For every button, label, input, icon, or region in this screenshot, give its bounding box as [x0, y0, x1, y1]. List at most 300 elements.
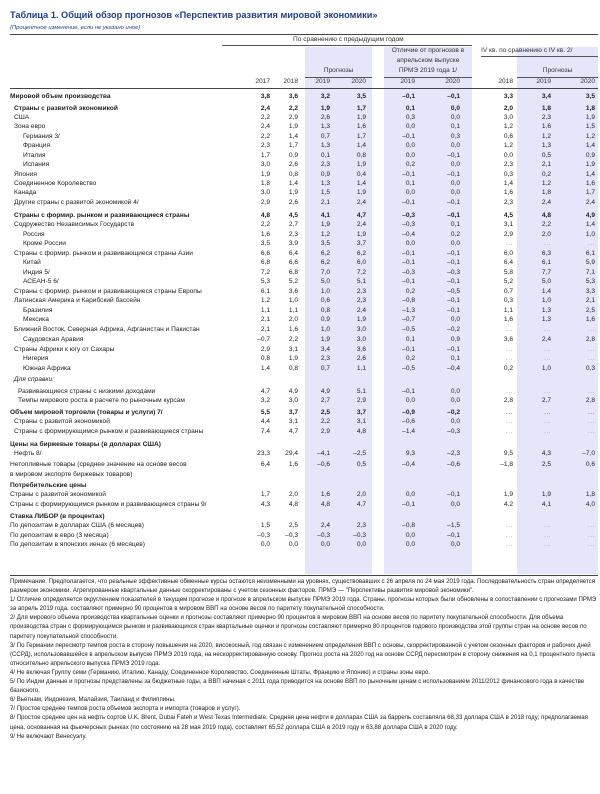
table-row	[10, 188, 598, 198]
table-row	[10, 239, 598, 249]
cell-value: 7,2	[356, 269, 366, 276]
cell-value: 6,1	[260, 288, 270, 295]
row-label: Ближний Восток, Северная Африка, Афганистан и Пакистан	[14, 326, 200, 333]
cell-value: 2,8	[585, 336, 595, 343]
cell-value: 2,9	[260, 346, 270, 353]
cell-value: 3,7	[356, 240, 366, 247]
cell-value: 2,4	[260, 123, 270, 130]
cell-value: 1,3	[541, 316, 551, 323]
cell-value: –0,6	[317, 461, 330, 468]
cell-value: 0,1	[405, 336, 415, 343]
footnote-3: 3/ По Германии пересмотр темпов роста в сторону повышения на 2020, високосный, год связан с изменением определения ВВП с основы, скорректированной с учетом сезонных факторов и рабочих дней (ССРД), использовавшейся в апрельском выпуске ПРМЭ 2019 года, на нескорректированную основу. Прогноз роста на 2020 год на основе ССРД пересмотрен в сторону снижения на 0,1 процентного пункта относительно апрельского выпуска ПРМЭ 2019 года.	[10, 641, 595, 667]
cell-value: 0,0	[450, 105, 460, 112]
cell-value: 3,2	[320, 93, 330, 100]
cell-value: ...	[544, 522, 551, 529]
cell-value: 0,0	[450, 189, 460, 196]
cell-value: 3,0	[288, 397, 298, 404]
cell-value: 1,9	[356, 189, 366, 196]
cell-value: –0,1	[447, 278, 460, 285]
row-label: Страны с формирующимся рынком и развивающиеся страны 9/	[10, 501, 207, 508]
cell-value: 3,1	[288, 418, 298, 425]
cell-value: 0,0	[450, 397, 460, 404]
cell-value: 1,1	[503, 307, 513, 314]
cell-value: 0,5	[356, 461, 366, 468]
row-label: Япония	[14, 171, 37, 178]
cell-value: 2,2	[260, 114, 270, 121]
cell-value: –0,1	[447, 199, 460, 206]
cell-value: 1,3	[320, 142, 330, 149]
cell-value: 1,7	[260, 491, 270, 498]
cell-value: 2,6	[288, 199, 298, 206]
footnote-8: 8/ Простое среднее цен на нефть сортов U.K. Brent, Dubai Fateh и West Texas Intermediate. Средняя цена нефти в долларах США за баррель составляла 68,33 доллара США в 2018 году; предполагаемая цена, основанная на фьючерсных рынках (по состоянию на 28 мая 2019 года), составляет 65,52 доллара США в 2019 году и 63,88 доллара США в 2020 году.	[10, 714, 588, 731]
cell-value: 4,4	[260, 418, 270, 425]
cell-value: 0,9	[585, 152, 595, 159]
cell-value: 0,0	[450, 142, 460, 149]
row-label: Развивающиеся страны с низкими доходами	[18, 388, 156, 395]
cell-value: 2,0	[288, 316, 298, 323]
cell-value: –0,8	[402, 297, 415, 304]
row-label: Страны с формир. рынком и развивающиеся страны Азии	[14, 250, 193, 257]
cell-value: 0,2	[405, 288, 415, 295]
cell-value: 0,0	[288, 541, 298, 548]
header-forecasts: Прогнозы	[323, 67, 354, 74]
cell-value: –0,1	[402, 501, 415, 508]
header-bottom-rule	[10, 88, 598, 89]
cell-value: 1,9	[585, 161, 595, 168]
cell-value: 1,9	[320, 105, 330, 112]
cell-value: 6,4	[260, 461, 270, 468]
cell-value: 0,3	[405, 114, 415, 121]
cell-value: ...	[544, 326, 551, 333]
cell-value: ...	[544, 388, 551, 395]
row-label: Нетопливные товары (среднее значение на основе весов	[10, 461, 187, 468]
cell-value: –0,5	[402, 365, 415, 372]
cell-value: 0,0	[405, 152, 415, 159]
cell-value: 4,8	[541, 212, 551, 219]
footnote-6: 6/ Вьетнам, Индонезия, Малайзия, Таиланд и Филиппины.	[10, 696, 176, 704]
cell-value: 1,4	[288, 133, 298, 140]
cell-value: 0,9	[288, 152, 298, 159]
cell-value: –0,5	[447, 288, 460, 295]
cell-value: 3,3	[585, 288, 595, 295]
cell-value: 2,9	[260, 199, 270, 206]
cell-value: 1,2	[541, 180, 551, 187]
cell-value: –0,3	[257, 532, 270, 539]
table-row	[10, 396, 598, 406]
cell-value: 3,1	[288, 346, 298, 353]
table-row	[10, 160, 598, 170]
cell-value: 1,0	[288, 297, 298, 304]
cell-value: 6,2	[320, 259, 330, 266]
cell-value: 0,5	[541, 152, 551, 159]
cell-value: 2,3	[320, 161, 330, 168]
cell-value: 5,2	[288, 278, 298, 285]
table-row	[10, 364, 598, 374]
row-label: Латинская Америка и Карибский бассейн	[14, 297, 141, 304]
cell-value: 1,4	[585, 142, 595, 149]
table-row	[10, 220, 598, 230]
row-label: Потребительские цены	[10, 482, 87, 489]
cell-value: –0,4	[402, 231, 415, 238]
cell-value: –0,1	[447, 346, 460, 353]
cell-value: 1,9	[288, 189, 298, 196]
cell-value: –0,1	[447, 307, 460, 314]
cell-value: –0,7	[257, 336, 270, 343]
table-row	[10, 354, 598, 364]
cell-value: 7,7	[541, 269, 551, 276]
cell-value: 1,9	[260, 171, 270, 178]
cell-value: 6,6	[260, 250, 270, 257]
cell-value: ...	[588, 240, 595, 247]
cell-value: 0,0	[450, 388, 460, 395]
cell-value: –0,4	[447, 365, 460, 372]
cell-value: 2,4	[541, 199, 551, 206]
cell-value: 5,0	[320, 278, 330, 285]
table-row	[10, 122, 598, 132]
cell-value: 0,0	[405, 240, 415, 247]
cell-value: 3,2	[260, 397, 270, 404]
cell-value: 3,1	[356, 418, 366, 425]
cell-value: 2,7	[541, 397, 551, 404]
cell-value: 1,8	[541, 189, 551, 196]
cell-value: 3,0	[260, 189, 270, 196]
cell-value: 1,6	[585, 180, 595, 187]
header-diff-line3: ПРМЭ 2019 года 1/	[398, 67, 458, 74]
cell-value: 3,5	[585, 93, 595, 100]
cell-value: –0,1	[402, 388, 415, 395]
cell-value: 6,3	[541, 250, 551, 257]
column-header-2019: 2019	[400, 78, 415, 85]
cell-value: 1,4	[260, 365, 270, 372]
cell-value: 1,0	[320, 288, 330, 295]
cell-value: 0,8	[260, 355, 270, 362]
cell-value: 2,2	[260, 221, 270, 228]
row-label: Россия	[23, 231, 45, 238]
cell-value: 5,3	[260, 278, 270, 285]
table-row	[10, 449, 598, 459]
cell-value: 1,4	[356, 142, 366, 149]
cell-value: 3,6	[288, 288, 298, 295]
cell-value: 5,0	[541, 278, 551, 285]
cell-value: 2,3	[356, 522, 366, 529]
cell-value: ...	[588, 428, 595, 435]
note-main: Примечание. Предполагается, что реальные эффективные обменные курсы остаются неизменными на уровнях, существовавших с 26 апреля по 24 мая 2019 года. Последовательность стран определяется размером экономики. Агрегированные квартальные данные скорректированы с учетом сезонных факторов. ПРМЭ — "Перспективы развития мировой экономики".	[10, 578, 596, 595]
cell-value: 1,7	[356, 133, 366, 140]
cell-value: 6,4	[503, 259, 513, 266]
cell-value: –0,3	[402, 221, 415, 228]
cell-value: 29,4	[285, 450, 298, 457]
cell-value: 4,1	[541, 501, 551, 508]
cell-value: –7,0	[582, 450, 595, 457]
cell-value: 1,6	[585, 316, 595, 323]
cell-value: 2,4	[541, 336, 551, 343]
cell-value: –2,5	[353, 450, 366, 457]
cell-value: 6,4	[288, 250, 298, 257]
cell-value: –2,3	[447, 450, 460, 457]
column-header-2018: 2018	[498, 78, 513, 85]
column-header-2017: 2017	[255, 78, 270, 85]
cell-value: 0,1	[450, 123, 460, 130]
cell-value: 2,3	[356, 288, 366, 295]
cell-value: 4,9	[320, 388, 330, 395]
cell-value: 0,6	[585, 461, 595, 468]
cell-value: 1,7	[585, 189, 595, 196]
row-label: Италия	[23, 152, 46, 159]
cell-value: 2,4	[356, 221, 366, 228]
row-label: Страны с формирующимся рынком и развивающиеся страны	[14, 428, 204, 435]
cell-value: –0,7	[402, 316, 415, 323]
row-label: Страны с развитой экономикой	[10, 491, 106, 498]
cell-value: ...	[506, 355, 513, 362]
row-label: Германия 3/	[23, 133, 60, 140]
cell-value: 2,3	[260, 142, 270, 149]
cell-value: 1,9	[320, 336, 330, 343]
cell-value: 2,8	[585, 397, 595, 404]
cell-value: 0,2	[405, 355, 415, 362]
cell-value: 1,3	[320, 180, 330, 187]
cell-value: 0,3	[585, 365, 595, 372]
cell-value: 1,8	[585, 491, 595, 498]
cell-value: 1,9	[356, 316, 366, 323]
header-diff-line1: Отличие от прогнозов в	[391, 47, 465, 54]
table-row	[10, 521, 598, 531]
cell-value: 3,7	[356, 409, 366, 416]
cell-value: 1,1	[356, 365, 366, 372]
row-label: Страны Африки к югу от Сахары	[14, 346, 115, 353]
table-row	[10, 375, 598, 385]
row-label: По депозитам в японских иенах (6 месяцев)	[10, 541, 145, 548]
row-label: Мировой объем производства	[10, 93, 111, 100]
cell-value: 4,8	[356, 428, 366, 435]
cell-value: 0,7	[320, 133, 330, 140]
cell-value: 2,5	[320, 409, 330, 416]
cell-value: 4,5	[503, 212, 513, 219]
cell-value: 6,0	[503, 250, 513, 257]
cell-value: 2,6	[356, 355, 366, 362]
cell-value: 1,0	[585, 231, 595, 238]
cell-value: 2,1	[320, 199, 330, 206]
cell-value: 0,0	[405, 142, 415, 149]
cell-value: ...	[506, 409, 513, 416]
cell-value: 1,3	[320, 123, 330, 130]
cell-value: 4,7	[260, 388, 270, 395]
cell-value: ...	[544, 346, 551, 353]
cell-value: 23,3	[257, 450, 270, 457]
row-label: Для справки:	[14, 376, 55, 383]
cell-value: 0,0	[450, 418, 460, 425]
cell-value: 1,3	[541, 142, 551, 149]
cell-value: –0,3	[285, 532, 298, 539]
cell-value: –0,1	[447, 250, 460, 257]
cell-value: 0,1	[450, 221, 460, 228]
row-label: Страны с формир. рынком и развивающиеся страны	[14, 212, 190, 219]
cell-value: 7,0	[320, 269, 330, 276]
cell-value: 2,1	[585, 297, 595, 304]
row-label: Испания	[23, 161, 50, 168]
cell-value: 2,3	[503, 161, 513, 168]
cell-value: 2,1	[541, 161, 551, 168]
table-row	[10, 277, 598, 287]
column-header-2020: 2020	[351, 78, 366, 85]
cell-value: 3,9	[288, 240, 298, 247]
cell-value: 4,7	[356, 501, 366, 508]
cell-value: ...	[544, 532, 551, 539]
table-row	[10, 335, 598, 345]
table-row	[10, 540, 598, 550]
cell-value: 1,4	[585, 221, 595, 228]
cell-value: 2,3	[541, 114, 551, 121]
row-label: Нефть 8/	[14, 450, 42, 457]
table-row	[10, 325, 598, 335]
cell-value: 5,2	[503, 278, 513, 285]
cell-value: –0,1	[402, 199, 415, 206]
cell-value: 1,6	[541, 123, 551, 130]
cell-value: –0,4	[402, 461, 415, 468]
cell-value: –0,1	[402, 171, 415, 178]
cell-value: 0,0	[405, 491, 415, 498]
footnote-4: 4/ Не включая Группу семи (Германию, Италию, Канаду, Соединенное Королевство, Соединенные Штаты, Францию и Японию) и страны зоны евро.	[10, 668, 431, 676]
cell-value: 3,7	[288, 409, 298, 416]
cell-value: –1,4	[402, 428, 415, 435]
table-title: Таблица 1. Общий обзор прогнозов «Перспектив развития мировой экономики»	[10, 10, 378, 20]
row-label: Страны с развитой экономикой	[14, 105, 118, 112]
cell-value: 1,9	[356, 231, 366, 238]
cell-value: ...	[588, 541, 595, 548]
cell-value: ...	[588, 522, 595, 529]
row-label: Бразилия	[23, 307, 53, 314]
cell-value: 3,0	[503, 114, 513, 121]
row-label: Ставка ЛИБОР (в процентах)	[10, 513, 105, 520]
cell-value: –1,8	[500, 461, 513, 468]
cell-value: 3,6	[503, 336, 513, 343]
cell-value: 1,0	[320, 326, 330, 333]
cell-value: –0,3	[447, 269, 460, 276]
cell-value: 6,2	[356, 250, 366, 257]
cell-value: –0,6	[447, 461, 460, 468]
cell-value: 1,7	[260, 152, 270, 159]
cell-value: 3,5	[320, 240, 330, 247]
cell-value: 1,2	[585, 133, 595, 140]
column-header-2020: 2020	[445, 78, 460, 85]
cell-value: 2,2	[260, 133, 270, 140]
cell-value: 0,2	[503, 365, 513, 372]
cell-value: 5,9	[585, 259, 595, 266]
cell-value: 6,1	[585, 250, 595, 257]
cell-value: 4,7	[356, 212, 366, 219]
row-label: Страны с формир. рынком и развивающиеся страны Европы	[14, 288, 202, 295]
row-label: Саудовская Аравия	[23, 336, 84, 343]
cell-value: 1,8	[585, 105, 595, 112]
cell-value: 2,0	[541, 231, 551, 238]
footnotes	[10, 577, 598, 741]
cell-value: 9,5	[503, 450, 513, 457]
cell-value: 3,1	[503, 221, 513, 228]
row-label: Другие страны с развитой экономикой 4/	[14, 199, 139, 206]
cell-value: 0,9	[320, 171, 330, 178]
cell-value: 0,8	[288, 171, 298, 178]
cell-value: 6,6	[288, 259, 298, 266]
footnote-5: 5/ По Индии данные и прогнозы представлены за бюджетные годы, а ВВП начиная с 2011 года приводится на основе ВВП по рыночным ценам с использованием 2011/2012 финансового года в качестве базисного.	[10, 678, 585, 695]
cell-value: 2,9	[356, 397, 366, 404]
cell-value: 0,0	[450, 161, 460, 168]
cell-value: 4,9	[288, 388, 298, 395]
cell-value: 9,3	[405, 450, 415, 457]
cell-value: 0,0	[405, 541, 415, 548]
cell-value: 1,6	[503, 189, 513, 196]
cell-value: –0,6	[402, 418, 415, 425]
cell-value: –0,1	[402, 93, 415, 100]
row-label: Объем мировой торговли (товары и услуги) 7/	[10, 409, 163, 416]
cell-value: 1,1	[288, 307, 298, 314]
cell-value: 1,9	[356, 161, 366, 168]
cell-value: ...	[506, 326, 513, 333]
cell-value: 2,9	[503, 231, 513, 238]
footnote-9: 9/ Не включают Венесуэлу.	[10, 732, 87, 740]
cell-value: –0,5	[402, 326, 415, 333]
row-label: Зона евро	[14, 123, 46, 130]
cell-value: 0,0	[320, 541, 330, 548]
cell-value: –0,1	[402, 250, 415, 257]
cell-value: –0,2	[447, 409, 460, 416]
cell-value: 1,7	[356, 105, 366, 112]
cell-value: 2,3	[320, 355, 330, 362]
row-label: в мировом экспорте биржевых товаров)	[10, 471, 133, 478]
row-label: АСЕАН-5 6/	[23, 278, 59, 285]
cell-value: –0,1	[402, 346, 415, 353]
cell-value: 1,9	[503, 491, 513, 498]
cell-value: 2,1	[260, 316, 270, 323]
cell-value: 1,6	[260, 231, 270, 238]
cell-value: 2,4	[585, 199, 595, 206]
cell-value: 1,7	[288, 142, 298, 149]
table-row	[10, 92, 598, 102]
header-forecasts-q4: Прогнозы	[542, 67, 573, 74]
cell-value: 1,2	[503, 123, 513, 130]
cell-value: 1,9	[288, 355, 298, 362]
cell-value: 0,9	[450, 336, 460, 343]
cell-value: 3,4	[541, 93, 551, 100]
cell-value: 1,9	[288, 123, 298, 130]
cell-value: 1,4	[503, 180, 513, 187]
cell-value: 0,0	[405, 123, 415, 130]
cell-value: 0,7	[320, 365, 330, 372]
cell-value: 0,0	[503, 152, 513, 159]
cell-value: 2,4	[320, 522, 330, 529]
table-row	[10, 296, 598, 306]
row-label: Кроме России	[23, 240, 66, 247]
cell-value: 4,1	[320, 212, 330, 219]
table-subtitle: (Процентное изменение, если не указано иное)	[10, 25, 141, 31]
column-header-2020: 2020	[580, 78, 595, 85]
cell-value: 2,4	[260, 105, 270, 112]
cell-value: 1,4	[541, 288, 551, 295]
row-label: По депозитам в долларах США (6 месяцев)	[10, 522, 144, 529]
cell-value: 0,0	[405, 397, 415, 404]
cell-value: 5,3	[585, 278, 595, 285]
cell-value: 5,1	[356, 278, 366, 285]
cell-value: 0,1	[320, 152, 330, 159]
cell-value: –0,1	[447, 297, 460, 304]
cell-value: 0,3	[450, 133, 460, 140]
table-row	[10, 141, 598, 151]
cell-value: ...	[506, 388, 513, 395]
cell-value: 7,2	[260, 269, 270, 276]
row-label: Канада	[14, 189, 37, 196]
cell-value: 2,4	[356, 307, 366, 314]
cell-value: 2,0	[288, 491, 298, 498]
cell-value: 0,0	[450, 240, 460, 247]
footnote-1: 1/ Отличие определяется округлением показателей в текущем прогнозе и прогнозе в апрельском выпуске ПРМЭ 2019 года. Страны, прогнозы которых были обновлены в сопоставлении с прогнозами ПРМЭ за апрель 2019 года, составляют примерно 90 процентов в мировом ВВП на основе весов по паритету покупательной способности.	[10, 596, 597, 613]
